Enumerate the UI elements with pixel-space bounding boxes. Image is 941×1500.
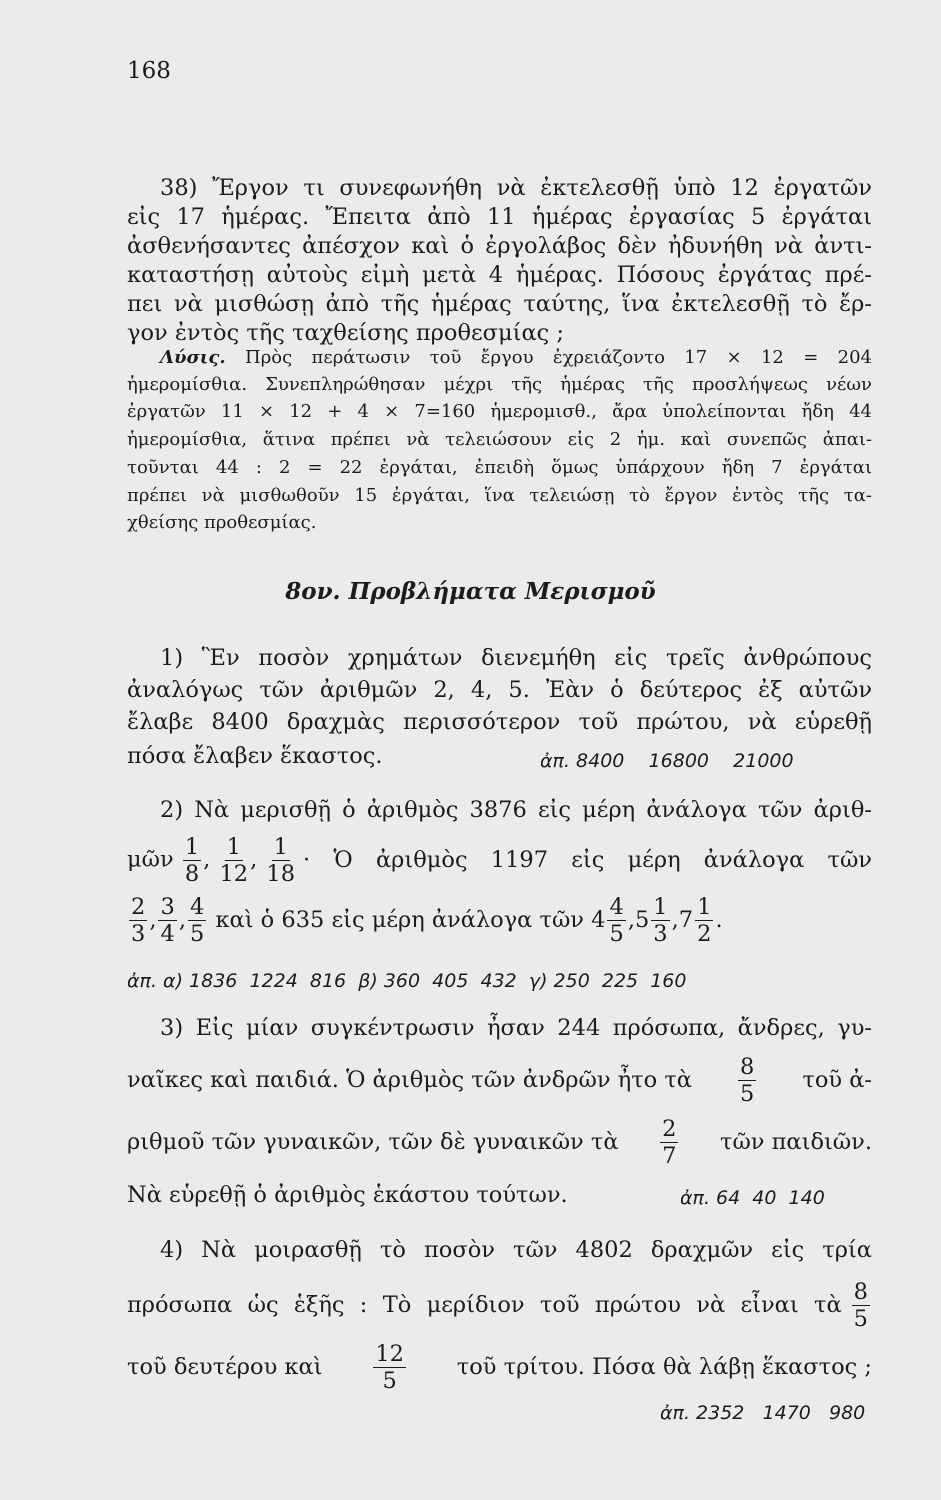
answer: ἀπ. 8400 16800 21000 bbox=[540, 750, 794, 772]
text-line: τοῦνται 44 : 2 = 22 ἐργάται, ἐπειδὴ ὅμως ὑπάρχουν ἤδη 7 ἐργάται bbox=[127, 457, 872, 478]
text: πρόσωπα ὡς ἑξῆς : Τὸ μερίδιον τοῦ πρώτου νὰ εἶναι τὰ bbox=[127, 1292, 842, 1318]
text: τῶν παιδιῶν. bbox=[720, 1129, 872, 1155]
fraction: 4 5 bbox=[609, 893, 624, 947]
fraction: 8 5 bbox=[740, 1053, 755, 1107]
text: · Ὁ ἀριθμὸς 1197 εἰς μέρη ἀνάλογα τῶν bbox=[303, 847, 872, 873]
text-line: πόσα ἔλαβεν ἕκαστος. bbox=[127, 743, 383, 769]
text-line: εἰς 17 ἡμέρας. Ἔπειτα ἀπὸ 11 ἡμέρας ἐργασίας 5 ἐργάται bbox=[127, 204, 872, 230]
answer: ἀπ. 64 40 140 bbox=[680, 1187, 825, 1209]
text-line: ἀναλόγως τῶν ἀριθμῶν 2, 4, 5. Ἐὰν ὁ δεύτερος ἐξ αὐτῶν bbox=[127, 677, 872, 703]
text-line: Πρὸς περάτωσιν τοῦ ἔργου ἐχρειάζοντο 17 × 12 = 204 bbox=[245, 347, 872, 368]
text-line: 4) Νὰ μοιρασθῇ τὸ ποσὸν τῶν 4802 δραχμῶν εἰς τρία bbox=[160, 1237, 872, 1263]
text-line: ἡμερομίσθια, ἅτινα πρέπει νὰ τελειώσουν εἰς 2 ἡμ. καὶ συνεπῶς ἀπαι- bbox=[127, 429, 872, 450]
fraction: 2 3 bbox=[131, 893, 146, 947]
text-line: ἔλαβε 8400 δραχμὰς περισσότερον τοῦ πρώτου, νὰ εὑρεθῇ bbox=[127, 709, 872, 735]
text: ριθμοῦ τῶν γυναικῶν, τῶν δὲ γυναικῶν τὰ bbox=[127, 1129, 619, 1155]
text: τοῦ δευτέρου καὶ bbox=[127, 1354, 323, 1380]
page-number: 168 bbox=[127, 58, 171, 84]
fraction: $\frac{1}{18}$ bbox=[266, 833, 296, 887]
text-line: Νὰ εὑρεθῇ ὁ ἀριθμὸς ἑκάστου τούτων. bbox=[127, 1182, 568, 1208]
text-line: 3) Εἰς μίαν συγκέντρωσιν ἦσαν 244 πρόσωπα, ἄνδρες, γυ- bbox=[160, 1015, 872, 1041]
fraction: 12 5 bbox=[375, 1340, 404, 1394]
text-line: 1) Ἓν ποσὸν χρημάτων διενεμήθη εἰς τρεῖς ἀνθρώπους bbox=[160, 645, 872, 671]
text: ναῖκες καὶ παιδιά. Ὁ ἀριθμὸς τῶν ἀνδρῶν ἦτο τὰ bbox=[127, 1067, 692, 1093]
answer: ἀπ. α) 1836 1224 816 β) 360 405 432 γ) 250 225 160 bbox=[127, 970, 687, 992]
solution-label: Λύσις. bbox=[160, 347, 226, 368]
section-heading: 8ον. Προβλήματα Μερισμοῦ bbox=[285, 578, 656, 605]
text-line: ἐργατῶν 11 × 12 + 4 × 7=160 ἡμερομισθ., ἄρα ὑπολείπονται ἤδη 44 bbox=[127, 401, 872, 422]
text-line: 38) Ἔργον τι συνεφωνήθη νὰ ἐκτελεσθῇ ὑπὸ 12 ἐργατῶν bbox=[160, 175, 872, 201]
text-line: πρέπει νὰ μισθωθοῦν 15 ἐργάται, ἵνα τελειώσῃ τὸ ἔργον ἐντὸς τῆς τα- bbox=[127, 485, 872, 506]
text-line: ἡμερομίσθια. Συνεπληρώθησαν μέχρι τῆς ἡμέρας τῆς προσλήψεως νέων bbox=[127, 374, 872, 395]
fraction: 1 2 bbox=[697, 893, 712, 947]
text-line: 2) Νὰ μερισθῇ ὁ ἀριθμὸς 3876 εἰς μέρη ἀνάλογα τῶν ἀριθ- bbox=[160, 797, 872, 823]
fraction: 2 7 bbox=[662, 1115, 677, 1169]
text: μῶν bbox=[127, 846, 174, 872]
text-line: ἀσθενήσαντες ἀπέσχον καὶ ὁ ἐργολάβος δὲν ἠδυνήθη νὰ ἀντι- bbox=[127, 233, 872, 259]
fraction: 4 5 bbox=[189, 893, 205, 947]
fraction: 8 5 bbox=[853, 1278, 868, 1332]
fraction: $\frac{1}{12}$ bbox=[219, 833, 249, 887]
answer: ἀπ. 2352 1470 980 bbox=[660, 1402, 866, 1424]
fraction: 1 3 bbox=[653, 893, 668, 947]
text: τοῦ τρίτου. Πόσα θὰ λάβῃ ἕκαστος ; bbox=[456, 1354, 872, 1380]
text: τοῦ ἀ- bbox=[802, 1067, 872, 1093]
text-line: χθείσης προθεσμίας. bbox=[127, 512, 317, 533]
fraction: $\frac{1}{8}$ bbox=[184, 833, 200, 887]
text-line: καταστήσῃ αὐτοὺς εἰμὴ μετὰ 4 ἡμέρας. Πόσους ἐργάτας πρέ- bbox=[127, 262, 872, 288]
text-line: πει νὰ μισθώσῃ ἀπὸ τῆς ἡμέρας ταύτης, ἵνα ἐκτελεσθῇ τὸ ἔρ- bbox=[127, 291, 872, 317]
text: καὶ ὁ 635 εἰς μέρη ἀνάλογα τῶν bbox=[215, 907, 584, 933]
fraction: 3 4 bbox=[160, 893, 175, 947]
text-line: γον ἐντὸς τῆς ταχθείσης προθεσμίας ; bbox=[127, 320, 564, 346]
